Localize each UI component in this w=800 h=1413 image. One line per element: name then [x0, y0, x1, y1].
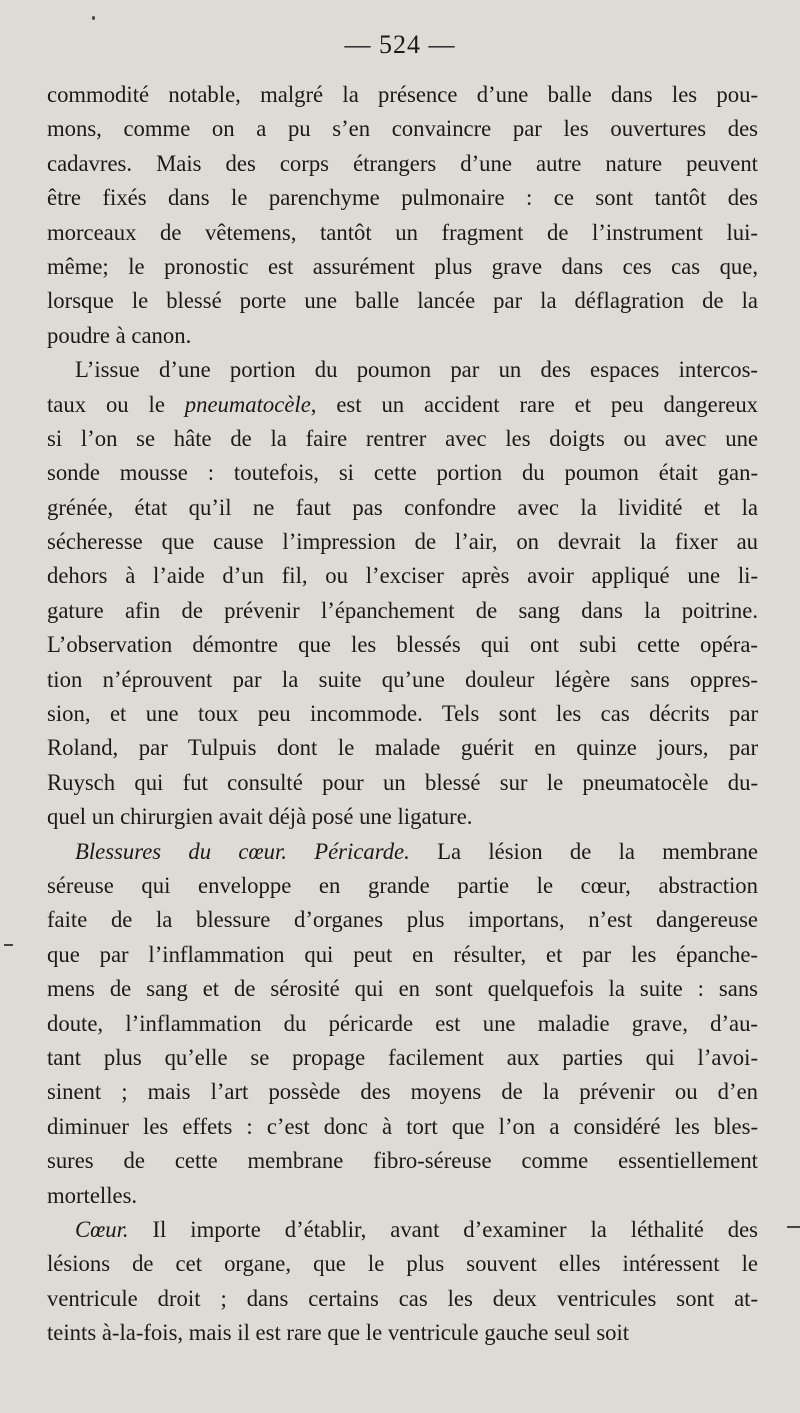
text-line: lorsque le blessé porte une balle lancée par la déflagration de la: [47, 288, 758, 314]
text-line: poudre à canon.: [47, 322, 192, 348]
text-line: L’issue d’une portion du poumon par un des espaces intercos-: [75, 357, 758, 383]
body-text: [47, 78, 758, 1350]
text-line: morceaux de vêtemens, tantôt un fragment de l’instrument lui-: [47, 219, 758, 245]
text-line: mortelles.: [47, 1182, 138, 1208]
text-line: teints à-la-fois, mais il est rare que le ventricule gauche seul soit: [47, 1320, 630, 1346]
text-line: gature afin de prévenir l’épanchement de sang dans la poitrine.: [47, 597, 758, 623]
text-line: lésions de cet organe, que le plus souvent elles intéressent le: [47, 1251, 758, 1277]
text-line: tion n’éprouvent par la suite qu’une douleur légère sans oppres-: [47, 666, 758, 692]
text-line: ventricule droit ; dans certains cas les deux ventricules sont at-: [47, 1285, 758, 1311]
text-line: grénée, état qu’il ne faut pas confondre avec la lividité et la: [47, 494, 758, 520]
text-line: être fixés dans le parenchyme pulmonaire : ce sont tantôt des: [47, 185, 758, 211]
text-line: commodité notable, malgré la présence d’une balle dans les pou-: [47, 82, 758, 107]
text-line: Roland, par Tulpuis dont le malade guérit en quinze jours, par: [47, 735, 758, 761]
text-line: si l’on se hâte de la faire rentrer avec les doigts ou avec une: [47, 425, 758, 451]
page-number: — 524 —: [344, 30, 456, 59]
text-line: même; le pronostic est assurément plus grave dans ces cas que,: [47, 253, 758, 279]
text-line: taux ou le pneumatocèle, est un accident rare et peu dangereux: [47, 391, 759, 417]
text-line: dehors à l’aide d’un fil, ou l’exciser après avoir appliqué une li-: [47, 563, 758, 589]
text-line: séreuse qui enveloppe en grande partie le cœur, abstraction: [47, 872, 758, 898]
text-line: Ruysch qui fut consulté pour un blessé sur le pneumatocèle du-: [47, 769, 758, 795]
text-line: L’observation démontre que les blessés qui ont subi cette opéra-: [47, 632, 758, 658]
ink-speck: [92, 16, 95, 20]
text-line: que par l’inflammation qui peut en résulter, et par les épanche-: [47, 941, 758, 967]
text-line: doute, l’inflammation du péricarde est une maladie grave, d’au-: [47, 1010, 758, 1036]
text-line: sécheresse que cause l’impression de l’air, on devrait la fixer au: [47, 529, 758, 555]
text-line: cadavres. Mais des corps étrangers d’une autre nature peuvent: [47, 150, 758, 176]
text-line: tant plus qu’elle se propage facilement aux parties qui l’avoi-: [47, 1044, 758, 1070]
text-line: sion, et une toux peu incommode. Tels sont les cas décrits par: [47, 701, 758, 727]
text-line: diminuer les effets : c’est donc à tort que l’on a considéré les bles-: [47, 1113, 758, 1139]
text-line: sonde mousse : toutefois, si cette portion du poumon était gan-: [47, 460, 758, 486]
section-heading-line: Cœur. Il importe d’établir, avant d’examiner la léthalité des: [75, 1216, 758, 1242]
text-line: mons, comme on a pu s’en convaincre par les ouvertures des: [47, 116, 758, 142]
text-line: sinent ; mais l’art possède des moyens de la prévenir ou d’en: [47, 1079, 758, 1105]
margin-mark: [787, 1226, 800, 1228]
text-line: sures de cette membrane fibro-séreuse comme essentiellement: [47, 1148, 758, 1174]
text-line: quel un chirurgien avait déjà posé une ligature.: [47, 804, 473, 830]
section-heading-line: Blessures du cœur. Péricarde. La lésion de la membrane: [75, 838, 758, 864]
margin-mark: [4, 944, 13, 946]
text-line: mens de sang et de sérosité qui en sont quelquefois la suite : sans: [47, 976, 758, 1002]
text-line: faite de la blessure d’organes plus importans, n’est dangereuse: [47, 907, 758, 933]
